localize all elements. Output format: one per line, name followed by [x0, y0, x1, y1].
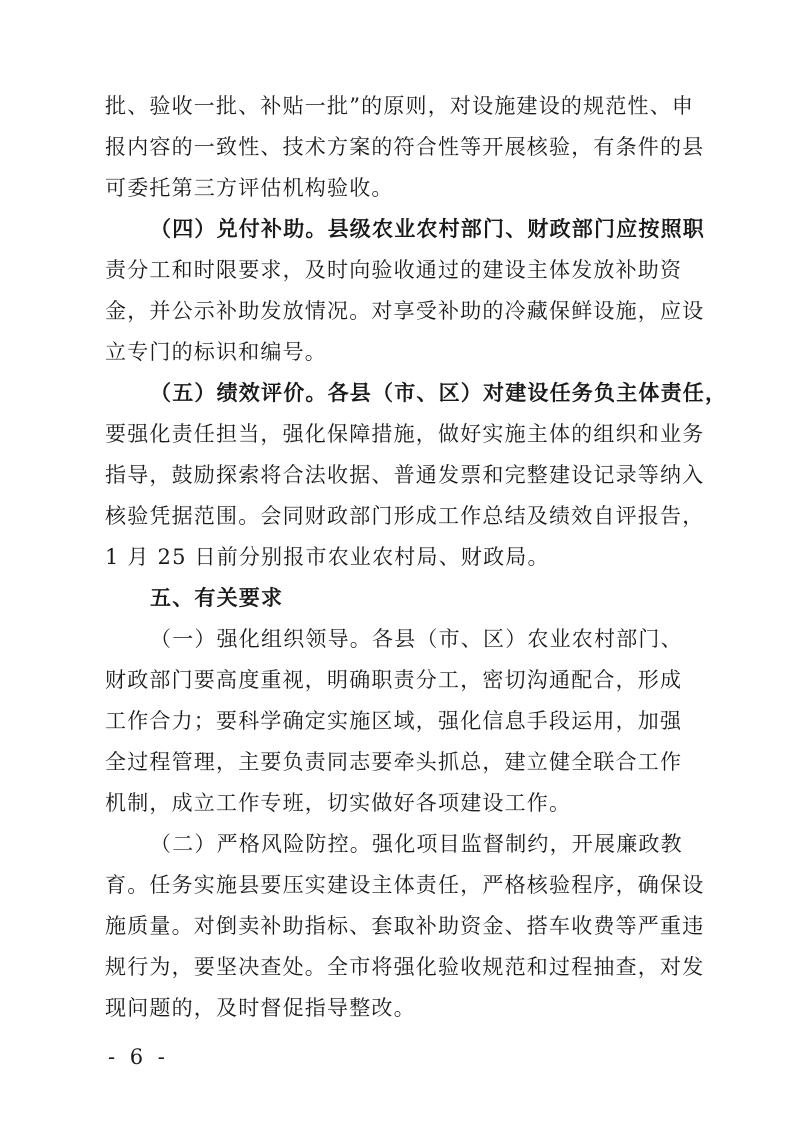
- text-line: 财政部门要高度重视，明确职责分工，密切沟通配合，形成: [105, 668, 683, 692]
- text-line: 工作合力；要科学确定实施区域，强化信息手段运用，加强: [105, 709, 683, 733]
- text-line: 金，并公示补助发放情况。对享受补助的冷藏保鲜设施，应设: [105, 299, 705, 323]
- text-line: 育。任务实施县要压实建设主体责任，严格核验程序，确保设: [105, 873, 705, 897]
- text-line: 立专门的标识和编号。: [105, 340, 327, 364]
- paragraph-4-first-line: [150, 215, 705, 243]
- text-line: （二）严格风险防控。强化项目监督制约，开展廉政教: [150, 832, 683, 856]
- text-line: 现问题的，及时督促指导整改。: [105, 996, 416, 1020]
- text-line: 机制，成立工作专班，切实做好各项建设工作。: [105, 791, 572, 815]
- text-line: 施质量。对倒卖补助指标、套取补助资金、搭车收费等严重违: [105, 914, 705, 938]
- text-line: 规行为，要坚决查处。全市将强化验收规范和过程抽查，对发: [105, 955, 705, 979]
- text-line: （一）强化组织领导。各县（市、区）农业农村部门、: [150, 627, 683, 651]
- paragraph-5-first-line: [150, 379, 727, 407]
- text-line: 指导，鼓励探索将合法收据、普通发票和完整建设记录等纳入: [105, 463, 705, 487]
- section-title-5: 绩效评价。各县（市、区）对建设任务负主体责任，: [216, 380, 728, 405]
- section-title-4: 兑付补助。县级农业农村部门、财政部门应按照职: [216, 216, 706, 241]
- section-heading: 五、有关要求: [150, 586, 284, 610]
- section-label-5: （五）: [150, 380, 217, 405]
- page-number: - 6 -: [108, 1045, 169, 1069]
- section-label-4: （四）: [150, 216, 217, 241]
- text-line: 要强化责任担当，强化保障措施，做好实施主体的组织和业务: [105, 422, 705, 446]
- text-line: 批、验收一批、补贴一批”的原则，对设施建设的规范性、申: [105, 94, 695, 118]
- text-line: 核验凭据范围。会同财政部门形成工作总结及绩效自评报告，: [105, 504, 705, 528]
- text-line: 1 月 25 日前分别报市农业农村局、财政局。: [105, 545, 550, 569]
- text-line: 全过程管理，主要负责同志要牵头抓总，建立健全联合工作: [105, 750, 683, 774]
- text-line: 责分工和时限要求，及时向验收通过的建设主体发放补助资: [105, 258, 683, 282]
- text-line: 报内容的一致性、技术方案的符合性等开展核验，有条件的县: [105, 135, 705, 159]
- text-line: 可委托第三方评估机构验收。: [105, 176, 394, 200]
